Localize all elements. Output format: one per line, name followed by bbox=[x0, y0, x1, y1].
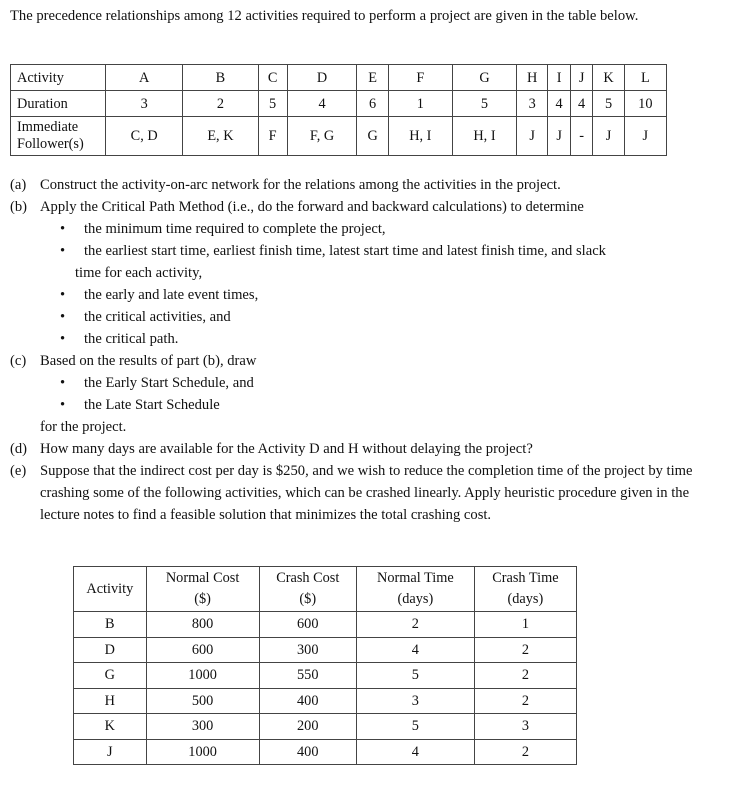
bullet-text: the critical path. bbox=[84, 331, 179, 347]
bullet-text: the earliest start time, earliest finish time, latest start time and latest finish time, and slack bbox=[84, 243, 606, 259]
intro-text: The precedence relationships among 12 activities required to perform a project are given in the table below. bbox=[10, 8, 639, 24]
question-text: Construct the activity-on-arc network for the relations among the activities in the project. bbox=[40, 177, 561, 193]
activity-cell: L bbox=[624, 65, 666, 91]
followers-cell: G bbox=[357, 117, 388, 156]
question-b bbox=[10, 196, 722, 218]
activity-cell: J bbox=[570, 65, 593, 91]
table-cell: 2 bbox=[474, 739, 576, 765]
activity-cell: D bbox=[287, 65, 357, 91]
table-row bbox=[74, 637, 577, 663]
questions bbox=[10, 174, 722, 526]
table-cell: 3 bbox=[356, 688, 474, 714]
duration-cell: 6 bbox=[357, 91, 388, 117]
header-line: Crash Cost bbox=[276, 570, 340, 586]
header-unit: (days) bbox=[507, 591, 544, 607]
followers-cell: C, D bbox=[106, 117, 183, 156]
header-unit: ($) bbox=[299, 591, 317, 607]
table-cell: 600 bbox=[259, 612, 356, 638]
activity-cell: I bbox=[548, 65, 571, 91]
bullet-icon: • bbox=[60, 375, 66, 391]
question-d bbox=[10, 438, 722, 460]
duration-cell: 4 bbox=[548, 91, 571, 117]
bullet-icon: • bbox=[60, 243, 66, 259]
bullet-item bbox=[10, 284, 722, 306]
bullet-icon: • bbox=[60, 331, 66, 347]
table-cell: 5 bbox=[356, 714, 474, 740]
table-row bbox=[74, 739, 577, 765]
duration-cell: 1 bbox=[388, 91, 452, 117]
table-cell: 4 bbox=[356, 739, 474, 765]
question-number: (d) bbox=[10, 441, 28, 457]
question-c bbox=[10, 350, 722, 372]
activity-cell: H bbox=[517, 65, 548, 91]
bullet-item bbox=[10, 394, 722, 416]
table-cell: 600 bbox=[146, 637, 259, 663]
duration-cell: 3 bbox=[517, 91, 548, 117]
duration-cell: 3 bbox=[106, 91, 183, 117]
followers-row bbox=[11, 117, 667, 156]
bullet-icon: • bbox=[60, 397, 66, 413]
header-cell bbox=[74, 567, 147, 612]
crash-header-row bbox=[74, 567, 577, 612]
bullet-text: the early and late event times, bbox=[84, 287, 259, 303]
followers-cell: E, K bbox=[183, 117, 258, 156]
bullet-icon: • bbox=[60, 309, 66, 325]
row-label: Activity bbox=[11, 65, 106, 91]
bullet-item bbox=[10, 240, 722, 262]
table-cell: 1000 bbox=[146, 663, 259, 689]
question-a bbox=[10, 174, 722, 196]
activity-cell: F bbox=[388, 65, 452, 91]
activity-cell: G bbox=[452, 65, 516, 91]
question-continuation: for the project. bbox=[40, 419, 127, 435]
activity-cell: K bbox=[593, 65, 624, 91]
bullet-text: the Late Start Schedule bbox=[84, 397, 220, 413]
duration-cell: 5 bbox=[258, 91, 287, 117]
table-cell: 1 bbox=[474, 612, 576, 638]
duration-cell: 5 bbox=[452, 91, 516, 117]
table-cell: 500 bbox=[146, 688, 259, 714]
table-cell: D bbox=[74, 637, 147, 663]
followers-cell: - bbox=[570, 117, 593, 156]
header-line: Normal Cost bbox=[165, 570, 240, 586]
duration-row bbox=[11, 91, 667, 117]
header-line: Activity bbox=[86, 580, 134, 597]
table-cell: 300 bbox=[259, 637, 356, 663]
question-text: How many days are available for the Activity D and H without delaying the project? bbox=[40, 441, 533, 457]
bullet-text: the critical activities, and bbox=[84, 309, 231, 325]
table-row bbox=[74, 688, 577, 714]
bullet-text: the minimum time required to complete the project, bbox=[84, 221, 386, 237]
bullet-item bbox=[10, 328, 722, 350]
table-cell: B bbox=[74, 612, 147, 638]
table-cell: 2 bbox=[474, 637, 576, 663]
table-cell: 2 bbox=[474, 688, 576, 714]
followers-cell: J bbox=[593, 117, 624, 156]
header-cell bbox=[356, 567, 474, 612]
bullet-icon: • bbox=[60, 221, 66, 237]
precedence-table bbox=[10, 64, 667, 156]
table-cell: 5 bbox=[356, 663, 474, 689]
header-cell bbox=[146, 567, 259, 612]
question-e bbox=[10, 460, 722, 526]
table-cell: 4 bbox=[356, 637, 474, 663]
table-cell: 400 bbox=[259, 739, 356, 765]
table-cell: 1000 bbox=[146, 739, 259, 765]
table-cell: 200 bbox=[259, 714, 356, 740]
row-label: Immediate Follower(s) bbox=[11, 117, 106, 156]
question-number: (a) bbox=[10, 177, 27, 193]
followers-cell: J bbox=[548, 117, 571, 156]
bullet-item bbox=[10, 218, 722, 240]
bullet-item bbox=[10, 372, 722, 394]
followers-cell: H, I bbox=[452, 117, 516, 156]
activity-cell: A bbox=[106, 65, 183, 91]
question-text: Apply the Critical Path Method (i.e., do the forward and backward calculations) to determine bbox=[40, 199, 584, 215]
activity-row bbox=[11, 65, 667, 91]
header-cell bbox=[474, 567, 576, 612]
crash-table bbox=[73, 566, 577, 765]
duration-cell: 5 bbox=[593, 91, 624, 117]
question-number: (c) bbox=[10, 353, 27, 369]
header-line: Normal Time bbox=[377, 570, 454, 586]
table-cell: G bbox=[74, 663, 147, 689]
table-cell: H bbox=[74, 688, 147, 714]
table-row bbox=[74, 612, 577, 638]
bullet-text: the Early Start Schedule, and bbox=[84, 375, 254, 391]
followers-cell: J bbox=[624, 117, 666, 156]
header-line: Crash Time bbox=[492, 570, 559, 586]
table-cell: K bbox=[74, 714, 147, 740]
table-cell: 300 bbox=[146, 714, 259, 740]
row-label: Duration bbox=[11, 91, 106, 117]
activity-cell: C bbox=[258, 65, 287, 91]
duration-cell: 4 bbox=[570, 91, 593, 117]
bullet-icon: • bbox=[60, 287, 66, 303]
activity-cell: B bbox=[183, 65, 258, 91]
duration-cell: 4 bbox=[287, 91, 357, 117]
table-cell: 2 bbox=[474, 663, 576, 689]
table-cell: 550 bbox=[259, 663, 356, 689]
table-row bbox=[74, 663, 577, 689]
followers-cell: H, I bbox=[388, 117, 452, 156]
table-cell: J bbox=[74, 739, 147, 765]
table-row bbox=[74, 714, 577, 740]
duration-cell: 10 bbox=[624, 91, 666, 117]
header-cell bbox=[259, 567, 356, 612]
question-text: Based on the results of part (b), draw bbox=[40, 353, 257, 369]
question-number: (e) bbox=[10, 463, 27, 479]
table-cell: 3 bbox=[474, 714, 576, 740]
followers-cell: F bbox=[258, 117, 287, 156]
followers-cell: J bbox=[517, 117, 548, 156]
bullet-continuation: time for each activity, bbox=[75, 265, 203, 281]
question-number: (b) bbox=[10, 199, 28, 215]
duration-cell: 2 bbox=[183, 91, 258, 117]
header-unit: (days) bbox=[397, 591, 434, 607]
question-text: Suppose that the indirect cost per day is $250, and we wish to reduce the completion time of the project by time crashing some of the following activities, which can be crashed linearly. Apply heuristic procedure given in the lecture notes to find a feasible solution that minimizes the total crashing cost. bbox=[40, 463, 693, 523]
table-cell: 2 bbox=[356, 612, 474, 638]
followers-cell: F, G bbox=[287, 117, 357, 156]
header-unit: ($) bbox=[194, 591, 211, 607]
activity-cell: E bbox=[357, 65, 388, 91]
table-cell: 800 bbox=[146, 612, 259, 638]
bullet-item bbox=[10, 306, 722, 328]
table-cell: 400 bbox=[259, 688, 356, 714]
